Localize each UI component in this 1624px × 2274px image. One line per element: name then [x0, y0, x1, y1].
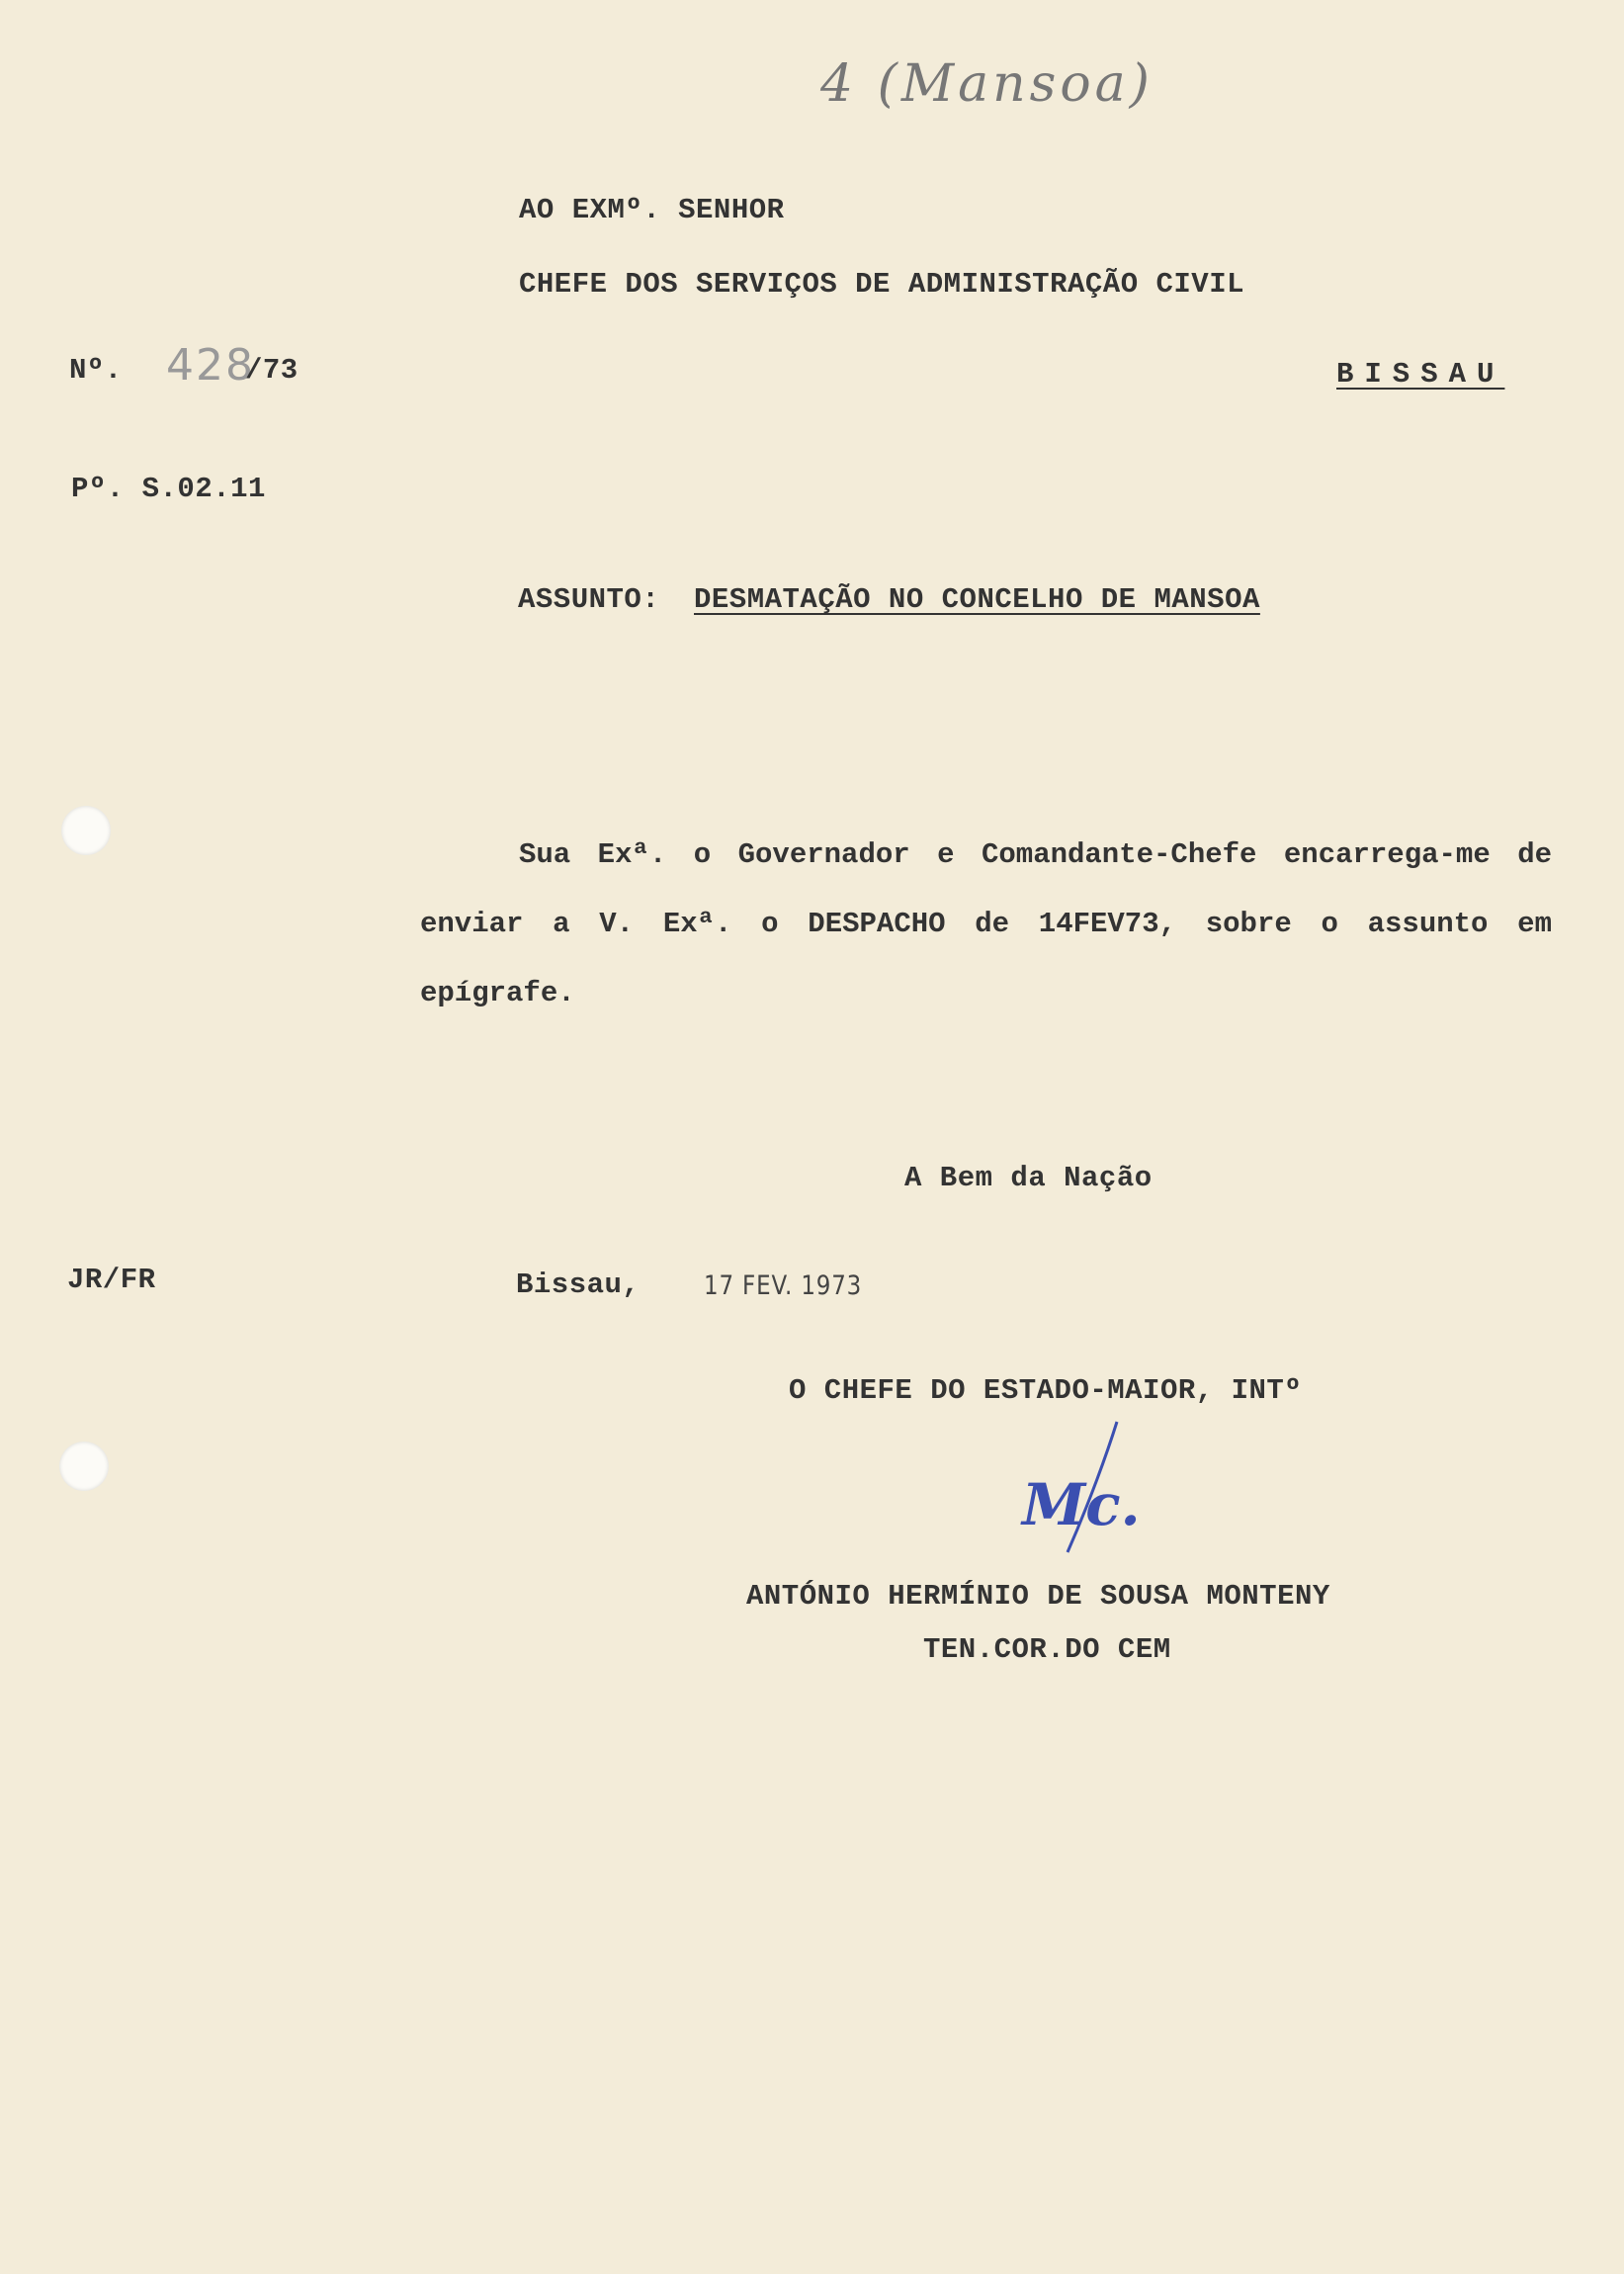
signatory-rank: TEN.COR.DO CEM: [923, 1633, 1171, 1666]
punch-hole-bottom: [59, 1442, 109, 1491]
handwritten-annotation: 4 (Mansoa): [820, 54, 1154, 114]
addressee-line-1: AO EXMº. SENHOR: [519, 194, 785, 226]
typist-initials: JR/FR: [67, 1264, 156, 1296]
signatory-name: ANTÓNIO HERMÍNIO DE SOUSA MONTENY: [746, 1580, 1330, 1613]
date-stamp: 17 FEV. 1973: [704, 1270, 863, 1301]
punch-hole-top: [61, 806, 111, 855]
closing-salutation: A Bem da Nação: [904, 1162, 1153, 1194]
signature-mark: [1018, 1414, 1147, 1562]
reference-number-label: Nº.: [69, 354, 123, 387]
addressee-line-2: CHEFE DOS SERVIÇOS DE ADMINISTRAÇÃO CIVIL: [519, 268, 1245, 301]
date-place: Bissau,: [516, 1268, 641, 1301]
body-paragraph: [420, 821, 1552, 1028]
addressee-city: BISSAU: [1336, 358, 1505, 391]
subject-label: ASSUNTO:: [518, 583, 660, 616]
signature-mark-text: Mc.: [1022, 1471, 1141, 1538]
signatory-title: O CHEFE DO ESTADO-MAIOR, INTº: [789, 1374, 1303, 1407]
reference-number-year: /73: [245, 354, 299, 387]
reference-number-value: 428: [166, 340, 255, 391]
body-text: Sua Exª. o Governador e Comandante-Chefe encarrega-me de enviar a V. Exª. o DESPACHO de 14FEV73, sobre o assunto em epígrafe.: [420, 838, 1552, 1009]
subject-value: DESMATAÇÃO NO CONCELHO DE MANSOA: [694, 583, 1260, 616]
process-reference: Pº. S.02.11: [71, 473, 266, 505]
